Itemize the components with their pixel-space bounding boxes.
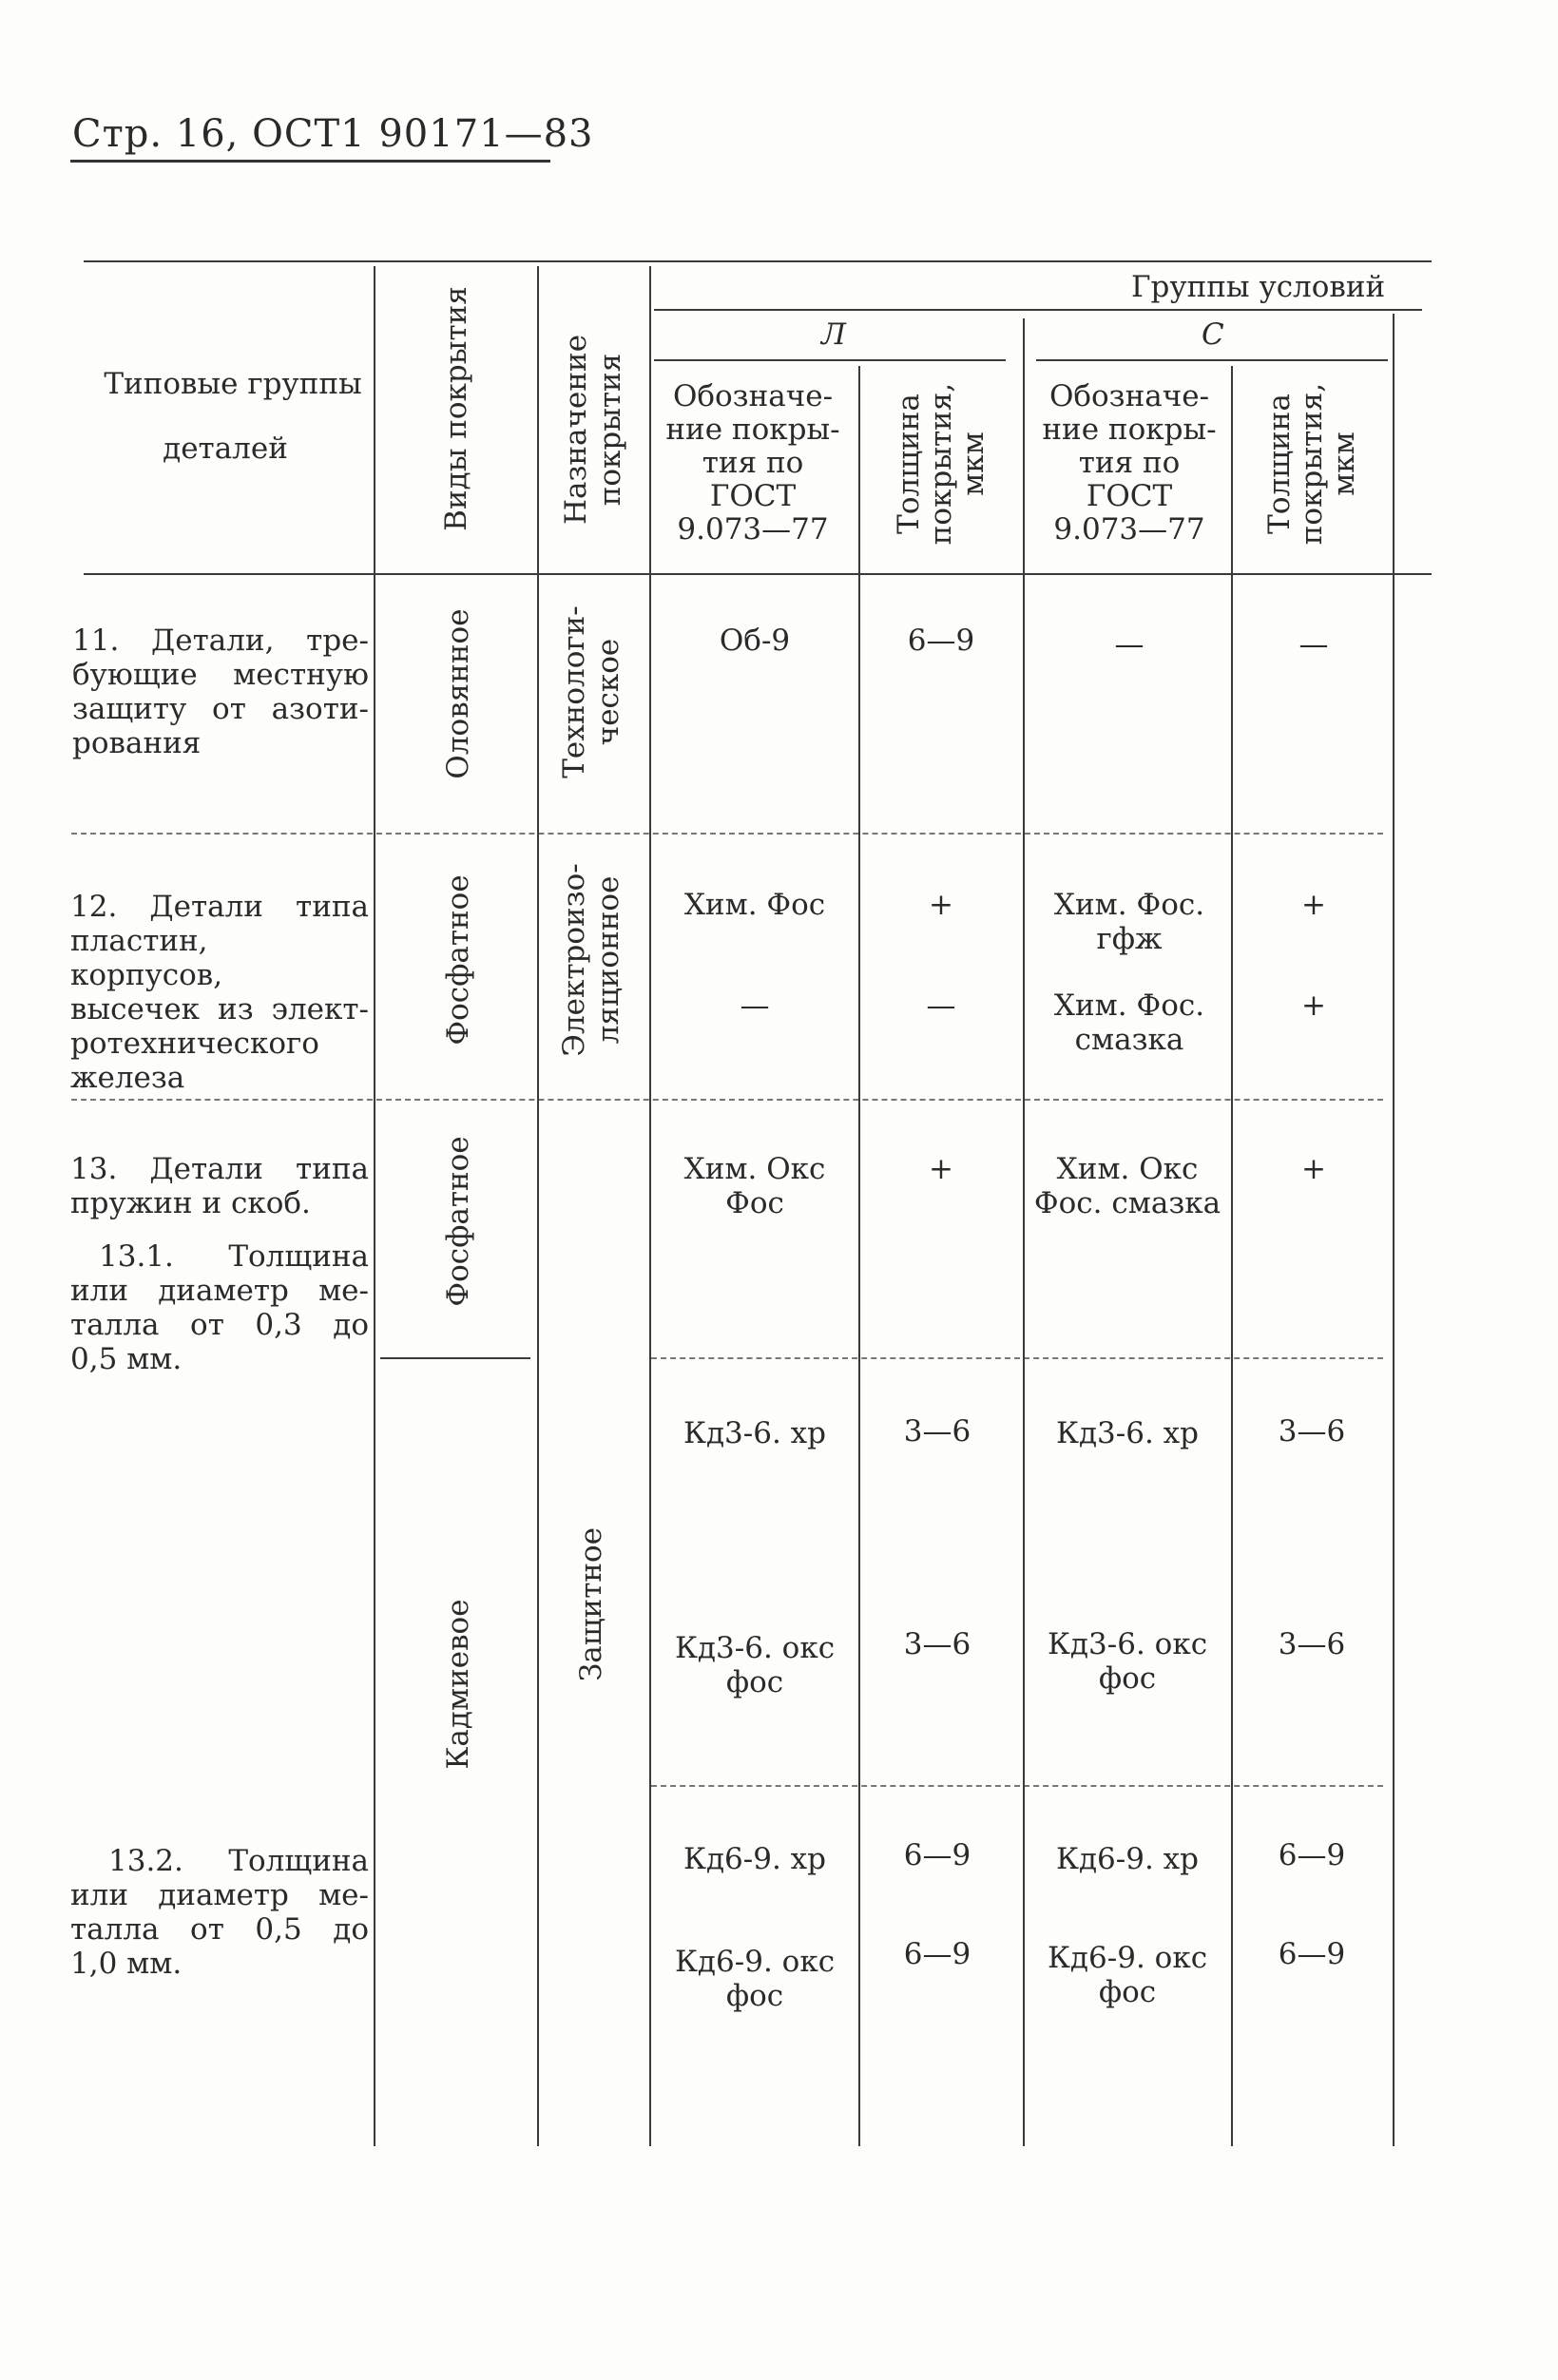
row13-1-description: 13.1. Толщина или диаметр ме- талла от 0,3 до 0,5 мм.	[70, 1239, 369, 1376]
header-c-designation: Обозначе- ние покры- тия по ГОСТ 9.073—77	[1042, 379, 1217, 547]
group-c-underline	[1036, 359, 1388, 361]
row13-l-thickness-5: 6—9	[903, 1937, 971, 1971]
row12-type: Фосфатное	[441, 874, 475, 1046]
row12-description: 12. Детали типа пластин, корпусов, высечек из элект- ротехнического железа	[70, 890, 369, 1095]
vline-4	[858, 366, 860, 2146]
row12-c-designation-1: Хим. Фос. гфж	[1053, 888, 1205, 956]
row13-2-description: 13.2. Толщина или диаметр ме- талла от 0,5 до 1,0 мм.	[70, 1844, 369, 1981]
vline-1	[374, 266, 375, 2146]
header-purpose-text	[559, 335, 627, 525]
header-groups-line2: деталей	[163, 432, 288, 466]
header-l-designation: Обозначе- ние покры- тия по ГОСТ 9.073—77	[665, 379, 840, 547]
header-group-c: С	[1202, 317, 1224, 352]
header-l-thickness: Толщина покрытия, мкм	[892, 382, 991, 546]
table-top-line	[84, 260, 1432, 262]
row11-description: 11. Детали, тре- бующие местную защиту от азоти- рования	[72, 624, 369, 760]
header-conditions: Группы условий	[1131, 270, 1386, 304]
row12-c-thickness-2: +	[1301, 988, 1326, 1023]
row11-type: Оловянное	[441, 608, 475, 779]
row13-c-thickness-3: 3—6	[1278, 1627, 1346, 1661]
vline-6	[1231, 366, 1233, 2146]
header-group-l: Л	[821, 317, 846, 352]
header-bottom-line	[84, 573, 1432, 575]
row13-description: 13. Детали типа пружин и скоб.	[70, 1152, 369, 1220]
row13-l-designation-1: Хим. Окс Фос	[683, 1152, 826, 1220]
vline-2	[537, 266, 539, 2146]
row12-l-thickness-1: +	[929, 888, 953, 922]
row11-bottom-line	[71, 833, 1383, 835]
vline-3	[649, 266, 651, 2146]
vline-5	[1023, 318, 1025, 2146]
row12-c-designation-2: Хим. Фос. смазка	[1053, 988, 1205, 1057]
row13-c-designation-5: Кд6-9. окс фос	[1047, 1941, 1208, 2009]
header-underline	[70, 160, 550, 163]
row12-bottom-line	[71, 1099, 1383, 1101]
row12-purpose: Электроизо- ляционное	[557, 863, 625, 1057]
row13-l-thickness-1: +	[929, 1152, 953, 1186]
row13-l-designation-3: Кд3-6. окс фос	[674, 1631, 836, 1699]
header-purpose-line1: Назначение	[559, 334, 593, 526]
row13-2-split-line	[651, 1785, 1383, 1787]
header-c-thickness: Толщина покрытия, мкм	[1262, 382, 1361, 546]
conditions-underline	[654, 309, 1422, 311]
row13-l-thickness-2: 3—6	[903, 1414, 971, 1449]
row13-c-thickness-1: +	[1301, 1152, 1326, 1186]
row12-l-thickness-2: —	[926, 988, 956, 1023]
row13-c-designation-2: Кд3-6. хр	[1055, 1416, 1200, 1450]
type-split-line	[380, 1357, 530, 1359]
row13-l-designation-4: Кд6-9. хр	[683, 1842, 827, 1876]
row11-c-designation: —	[1114, 627, 1144, 662]
row13-c-thickness-4: 6—9	[1278, 1838, 1346, 1872]
row13-l-thickness-3: 3—6	[903, 1627, 971, 1661]
header-purpose-line2: покрытия	[593, 353, 627, 507]
row12-c-thickness-1: +	[1301, 888, 1326, 922]
row13-l-thickness-4: 6—9	[903, 1838, 971, 1872]
row13-type-2: Кадмиевое	[441, 1599, 475, 1770]
row13-l-designation-2: Кд3-6. хр	[683, 1416, 827, 1450]
row13-c-thickness-2: 3—6	[1278, 1414, 1346, 1449]
row13-c-thickness-5: 6—9	[1278, 1937, 1346, 1971]
row13-c-designation-1: Хим. Окс Фос. смазка	[1033, 1152, 1221, 1220]
group-l-underline	[654, 359, 1006, 361]
header-groups-line1: Типовые группы	[104, 367, 362, 401]
row13-split-line	[651, 1357, 1383, 1359]
vline-7	[1393, 314, 1395, 2146]
row12-l-designation-2: —	[740, 988, 770, 1023]
header-coating-types: Виды покрытия	[439, 286, 473, 531]
page-header: Стр. 16, ОСТ1 90171—83	[72, 112, 594, 156]
row11-purpose: Технологи- ческое	[557, 605, 625, 778]
row13-type-1: Фосфатное	[441, 1136, 475, 1307]
row12-l-designation-1: Хим. Фос	[683, 888, 826, 922]
row13-c-designation-3: Кд3-6. окс фос	[1047, 1627, 1208, 1696]
row13-c-designation-4: Кд6-9. хр	[1055, 1842, 1200, 1876]
row11-c-thickness: —	[1298, 627, 1329, 662]
row11-l-thickness: 6—9	[907, 624, 975, 658]
row13-purpose: Защитное	[574, 1526, 608, 1682]
row11-l-designation: Об-9	[719, 624, 791, 658]
row13-l-designation-5: Кд6-9. окс фос	[674, 1945, 836, 2013]
